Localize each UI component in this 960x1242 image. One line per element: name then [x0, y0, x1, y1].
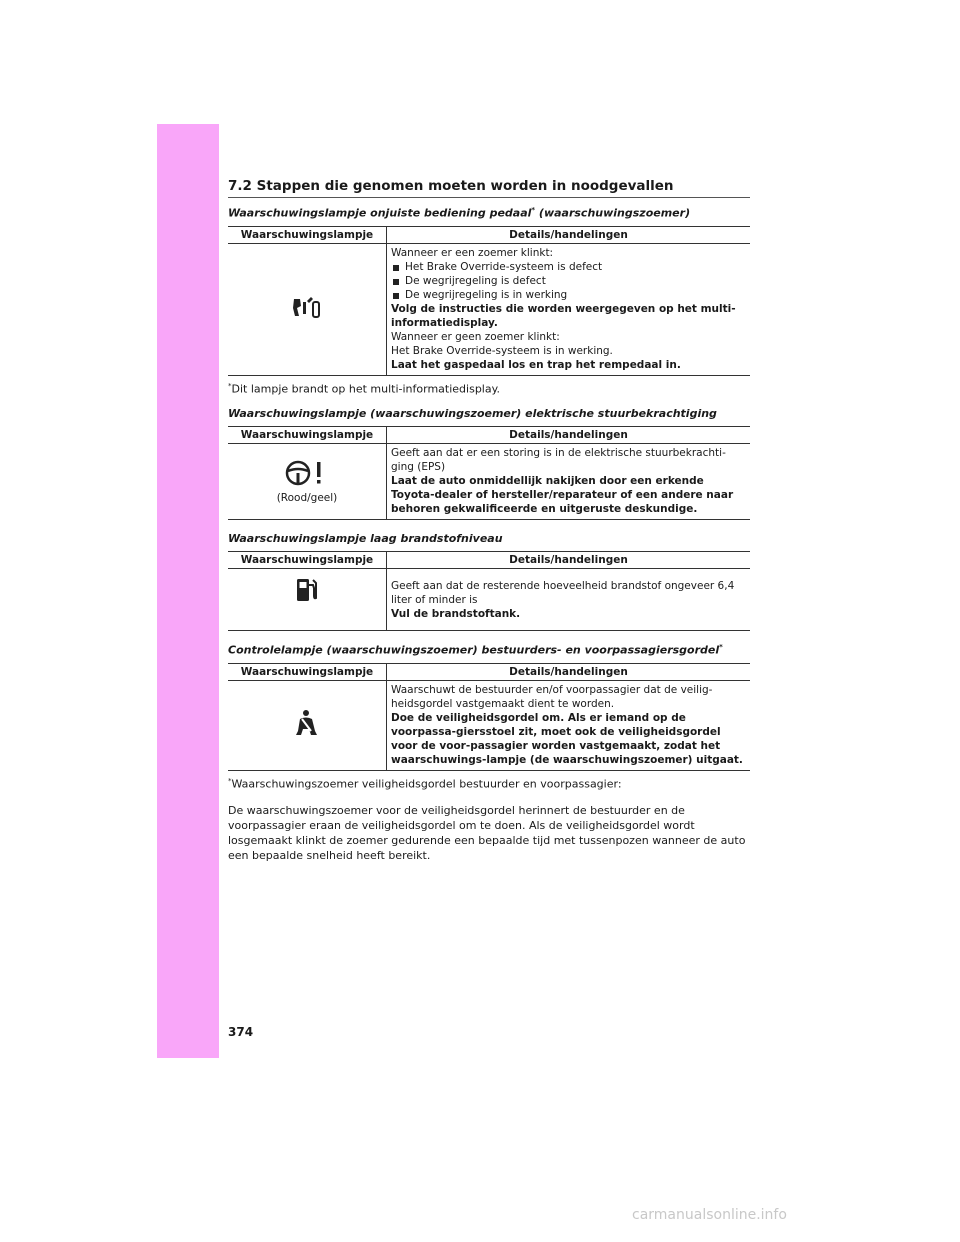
block2-title: Waarschuwingslampje (waarschuwingszoemer) elektrische stuurbekrachtiging	[228, 407, 717, 421]
block2-line1: Geeft aan dat er een storing is in de elektrische stuurbekrachti-ging (EPS)	[391, 447, 726, 474]
table-header-lamp: Waarschuwingslampje	[228, 226, 387, 243]
steering-wheel-warning-icon	[284, 459, 330, 490]
lamp-cell	[228, 569, 387, 631]
block1-title-star: *	[531, 206, 536, 214]
seatbelt-icon	[294, 709, 320, 740]
block1-bold1: Volg de instructies die worden weergegeven op het multi-informatiedisplay.	[391, 302, 736, 329]
seatbelt-paragraph: De waarschuwingszoemer voor de veiligheidsgordel herinnert de bestuurder en de voorpassagier eraan de veiligheidsgordel om te doen. Als de veiligheidsgordel wordt losgemaakt klinkt de zoemer gedurende een bepaalde tijd met tussenpozen wanneer de auto een bepaalde snelheid heeft bereikt.	[228, 803, 746, 862]
block1-footnote-star: *	[228, 381, 232, 390]
table-row	[228, 680, 750, 770]
block3-table	[228, 551, 750, 631]
block1-table	[228, 226, 750, 376]
block1-title-text: Waarschuwingslampje onjuiste bediening pedaal	[228, 206, 532, 220]
lamp-cell	[228, 243, 387, 375]
pedal-warning-icon	[290, 294, 324, 323]
lamp-cell	[228, 680, 387, 770]
icon-color-label: (Rood/geel)	[276, 491, 338, 504]
details-cell	[387, 444, 751, 520]
table-row	[228, 444, 750, 520]
table-header-details: Details/handelingen	[387, 427, 751, 444]
lamp-cell	[228, 444, 387, 520]
table-row	[228, 569, 750, 631]
table-header-lamp: Waarschuwingslampje	[228, 427, 387, 444]
block2-table	[228, 426, 750, 520]
table-header-details: Details/handelingen	[387, 552, 751, 569]
block4-title-text: Controlelampje (waarschuwingszoemer) bestuurders- en voorpassagiersgordel	[228, 643, 720, 657]
block1-footnote-text: Dit lampje brandt op het multi-informatiedisplay.	[231, 382, 501, 396]
block1-title	[228, 206, 750, 220]
table-header-details: Details/handelingen	[387, 663, 751, 680]
details-cell	[387, 569, 751, 631]
block1-line2: Wanneer er geen zoemer klinkt:	[391, 330, 560, 343]
block4-title	[228, 643, 750, 657]
block4-footnote-text: Waarschuwingszoemer veiligheidsgordel bestuurder en voorpassagier:	[231, 777, 622, 791]
block1-bold2: Laat het gaspedaal los en trap het rempedaal in.	[391, 358, 681, 371]
block4-line1: Waarschuwt de bestuurder en/of voorpassagier dat de veilig-heidsgordel vastgemaakt dient te worden.	[391, 683, 713, 710]
block1-title-suffix: (waarschuwingszoemer)	[535, 206, 691, 220]
block1-bullet2: De wegrijregeling is defect	[391, 274, 746, 288]
block1-footnote	[228, 382, 750, 396]
table-header-lamp: Waarschuwingslampje	[228, 663, 387, 680]
block4-footnote	[228, 777, 750, 791]
block2-bold1: Laat de auto onmiddellijk nakijken door een erkende Toyota-dealer of hersteller/reparateur of een andere naar behoren gekwalificeerde en uitgeruste deskundige.	[391, 475, 734, 516]
block1-line1: Wanneer er een zoemer klinkt:	[391, 246, 554, 259]
block4-title-star: *	[719, 643, 723, 652]
details-cell	[387, 680, 751, 770]
block1-bullet1: Het Brake Override-systeem is defect	[391, 260, 746, 274]
table-header-details: Details/handelingen	[387, 226, 751, 243]
block4-footnote-star: *	[228, 776, 232, 785]
table-header-lamp: Waarschuwingslampje	[228, 552, 387, 569]
block3-bold1: Vul de brandstoftank.	[391, 608, 521, 621]
block3-line1: Geeft aan dat de resterende hoeveelheid brandstof ongeveer 6,4 liter of minder is	[391, 580, 735, 607]
section-title: 7.2 Stappen die genomen moeten worden in noodgevallen	[228, 178, 750, 198]
block1-line3: Het Brake Override-systeem is in werking.	[391, 344, 613, 357]
block4-bold1: Doe de veiligheidsgordel om. Als er iemand op de voorpassa-giersstoel zit, moet ook de veiligheidsgordel voor de voor-passagier worden vastgemaakt, zodat het waarschuwings-lampje (de waarschuwingszoemer) uitgaat.	[391, 711, 743, 766]
table-row	[228, 243, 750, 375]
details-cell	[387, 243, 751, 375]
chapter-side-tab	[157, 124, 219, 1058]
page-number: 374	[228, 1025, 254, 1039]
fuel-pump-icon	[295, 577, 319, 606]
watermark: carmanualsonline.info	[632, 1207, 787, 1223]
block4-table	[228, 663, 750, 771]
block1-bullet3: De wegrijregeling is in werking	[391, 288, 746, 302]
page-content	[228, 178, 750, 863]
block3-title: Waarschuwingslampje laag brandstofniveau	[228, 532, 503, 546]
